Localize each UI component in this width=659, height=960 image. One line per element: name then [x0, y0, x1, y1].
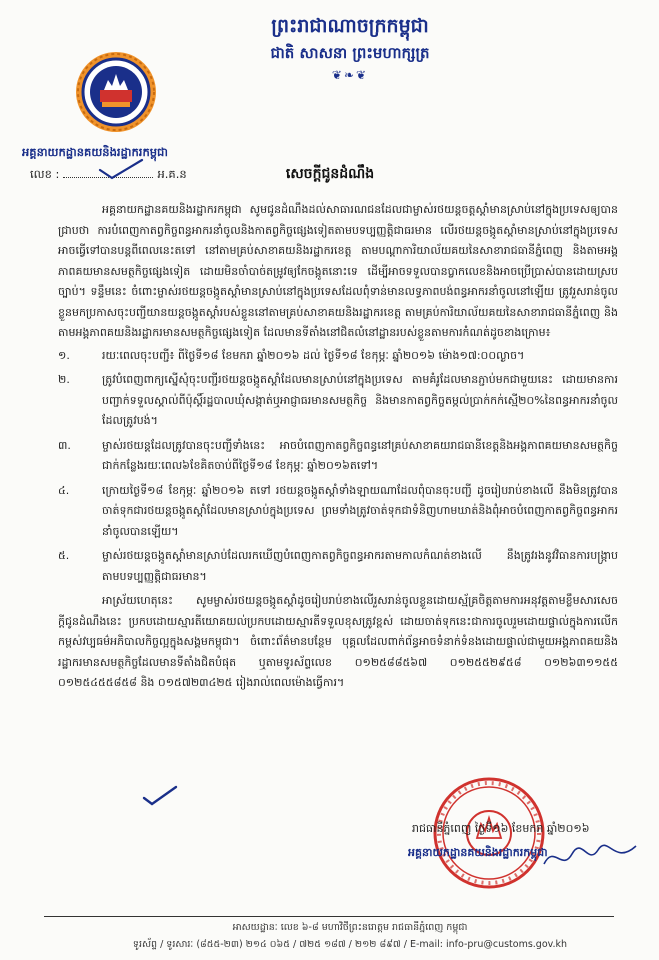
list-item	[58, 346, 618, 367]
reference-number-line	[30, 167, 260, 184]
item-text: ក្រោយថ្ងៃទី១៨ ខែកុម្ភៈ ឆ្នាំ២០១៦ តទៅ រថយន្តចង្កូតស្តាំទាំងឡាយណាដែលពុំបានចុះបញ្ជី ដូចរៀបរាប់ខាងលើ នឹងមិនត្រូវបានចាត់ទុកជារថយន្តចង្កូតស្តាំដែលមានស្រាប់ក្នុងប្រទេស ព្រមទាំងត្រូវចាត់ទុកជាទំនិញហាមឃាត់និងពុំអាចបំពេញកាតព្វកិច្ចពន្ធអាករនាំចូលបានឡើយ។	[102, 483, 618, 538]
motto-ornament: ❦❧❦	[331, 68, 369, 82]
footer-contact: ទូរស័ព្ទ / ទូរសារៈ (៨៥៥-២៣) ២១៤ ០៦៥ / ៧២៥ ១៨៧ / ២១២ ៨៩៧ / E-mail: info-pru@customs.gov.kh	[132, 939, 568, 950]
signing-authority: អគ្គនាយកដ្ឋានគយនិងរដ្ឋាករកម្ពុជា	[408, 846, 548, 859]
item-text: រយៈពេលចុះបញ្ជី៖ ពីថ្ងៃទី១៨ ខែមករា ឆ្នាំ២០១៦ ដល់ ថ្ងៃទី១៨ ខែកុម្ភៈ ឆ្នាំ២០១៦ ម៉ោង១៧:០០ល្ងាច។	[102, 348, 525, 362]
notice-body	[58, 200, 618, 694]
kingdom-heading: ព្រះរាជាណាចក្រកម្ពុជា	[271, 15, 429, 37]
closing-paragraph: អាស្រ័យហេតុនេះ សូមម្ចាស់រថយន្តចង្កូតស្តាំដូចរៀបរាប់ខាងលើរួសរាន់ចូលខ្លួនដោយស្ម័គ្រចិត្តតាមការអនុវត្តតាមខ្លឹមសារសេចក្ដីជូនដំណឹងនេះ ប្រកបដោយស្មារតីយោគយល់ប្រកបដោយស្មារតីទទួលខុសត្រូវខ្ពស់ ដោយចាត់ទុកនេះជាការចូលរួមដោយផ្ទាល់ក្នុងការលើកកម្ពស់វប្បធម៌អភិបាលកិច្ចល្អក្នុងសង្គមកម្ពុជា។ ចំពោះព័ត៌មានបន្ថែម បុគ្គលដែលពាក់ព័ន្ធអាចទំនាក់ទំនងដោយផ្ទាល់ជាមួយអង្គភាពគយនិងរដ្ឋាករមានសមត្ថកិច្ចដែលមានទីតាំងជិតបំផុត ឬតាមទូរស័ព្ទលេខ ០១២៥៨៨៥៦៧ ០១២៥៥២៩៥៨ ០១២៦៣១១៥៥ ០១២៥៤៥៥៨៥៨ និង ០១៥៧២៣៤២៥ រៀងរាល់ពេលម៉ោងធ្វើការ។	[58, 594, 618, 689]
item-text: ត្រូវបំពេញពាក្យស្នើសុំចុះបញ្ជីរថយន្តចង្កូតស្តាំដែលមានស្រាប់នៅក្នុងប្រទេស តាមគំរូដែលមានភ្ជាប់មកជាមួយនេះ ដោយមានការបញ្ជាក់ទទួលស្គាល់ពីប៉ុស្តិ៍រដ្ឋបាលឃុំសង្កាត់ឬអាជ្ញាធរមានសមត្ថកិច្ច និងមានកាតព្វកិច្ចតម្កល់ប្រាក់កក់ស្មើ២០%នៃពន្ធអាករនាំចូលដែលត្រូវបង់។	[102, 373, 618, 427]
item-number: ១.	[58, 348, 70, 362]
handwritten-signature	[540, 836, 640, 876]
list-item	[58, 546, 618, 587]
footer-address: អាសយដ្ឋានៈ លេខ ៦-៨ មហាវិថីព្រះនរោត្តម រាជធានីភ្នំពេញ កម្ពុជា	[232, 922, 468, 933]
footer-divider	[44, 916, 614, 917]
list-item	[58, 436, 618, 477]
item-number: ៤.	[58, 483, 70, 497]
intro-paragraph: អគ្គនាយកដ្ឋានគយនិងរដ្ឋាករកម្ពុជា សូមជូនដំណឹងដល់សាធារណជនដែលជាម្ចាស់រថយន្តចត្តស្តាំមានស្រាប់នៅក្នុងប្រទេសឲ្យបានជ្រាបថា ការបំពេញកាតព្វកិច្ចពន្ធអាករនាំចូលនិងកាតព្វកិច្ចផ្សេងទៀតតាមបទប្បញ្ញត្តិជាធរមាន លើរថយន្តចង្កូតស្តាំមានស្រាប់នៅក្នុងប្រទេសអាចធ្វើទៅបានបន្តពីពេលនេះតទៅ នៅតាមគ្រប់សាខាគយនិងរដ្ឋាករខេត្ត តាមបណ្តាការិយាល័យគយនៃសាខារាជធានីភ្នំពេញ និងតាមអង្គភាពគយមានសមត្ថកិច្ចផ្សេងទៀត ដោយមិនចាំបាច់តម្រូវឲ្យកែចង្កូតនោះទេ ដើម្បីអាចទទួលបានប្លាកលេខនិងអាចប្រើប្រាស់បានដោយស្របច្បាប់។ ទន្ទឹមនេះ ចំពោះម្ចាស់រថយន្តចង្កូតស្តាំមានស្រាប់នៅក្នុងប្រទេសដែលពុំទាន់មានលទ្ធភាពបង់ពន្ធអាករនាំចូលនៅឡើយ ត្រូវរួសរាន់ចូលខ្លួនមកប្រកាសចុះបញ្ជីយានយន្តចង្កូតស្តាំរបស់ខ្លួននៅតាមគ្រប់សាខាគយនិងរដ្ឋាករខេត្ត តាមគ្រប់ការិយាល័យគយនៃសាខារាជធានីភ្នំពេញ និងតាមអង្គភាពគយនិងរដ្ឋាករមានសមត្ថកិច្ចផ្សេងទៀត ដែលមានទីតាំងនៅជិតលំនៅដ្ឋានរបស់ខ្លួនតាមការកំណត់ដូចខាងក្រោម៖	[58, 203, 618, 339]
list-item	[58, 481, 618, 543]
document-title: សេចក្ដីជូនដំណឹង	[285, 166, 375, 182]
item-text: ម្ចាស់រថយន្តចង្កូតស្តាំមានស្រាប់ដែលរកឃើញបំពេញកាតព្វកិច្ចពន្ធអាករតាមកាលកំណត់ខាងលើ នឹងត្រូវរងនូវវិធានការបង្ក្រាបតាមបទប្បញ្ញត្តិជាធរមាន។	[102, 549, 618, 583]
national-motto: ជាតិ សាសនា ព្រះមហាក្សត្រ	[270, 44, 430, 62]
reference-suffix: អ.គ.ន	[157, 167, 187, 181]
department-name: អគ្គនាយកដ្ឋានគយនិងរដ្ឋាករកម្ពុជា	[22, 145, 168, 159]
item-number: ៣.	[58, 438, 71, 452]
reference-label: លេខ :	[30, 167, 60, 181]
item-text: ម្ចាស់រថយន្តដែលត្រូវបានចុះបញ្ជីទាំងនេះ អាចបំពេញកាតព្វកិច្ចពន្ធនៅគ្រប់សាខាគយរាជធានីខេត្តនិងអង្គភាពគយមានសមត្ថកិច្ចជាក់កន្លែងរយៈពេល៦ខែគិតចាប់ពីថ្ងៃទី១៨ ខែកុម្ភៈ ឆ្នាំ២០១៦តទៅ។	[102, 438, 618, 472]
customs-emblem-logo	[74, 50, 158, 134]
item-number: ៥.	[58, 549, 70, 562]
list-item	[58, 370, 618, 432]
signing-date: រាជធានីភ្នំពេញ ថ្ងៃទី១៦ ខែមករា ឆ្នាំ២០១៦	[412, 822, 590, 835]
handwritten-tick-icon	[140, 784, 180, 806]
requirement-list	[58, 346, 618, 588]
item-number: ២.	[58, 373, 70, 386]
handwritten-checkmark-icon	[98, 158, 144, 180]
